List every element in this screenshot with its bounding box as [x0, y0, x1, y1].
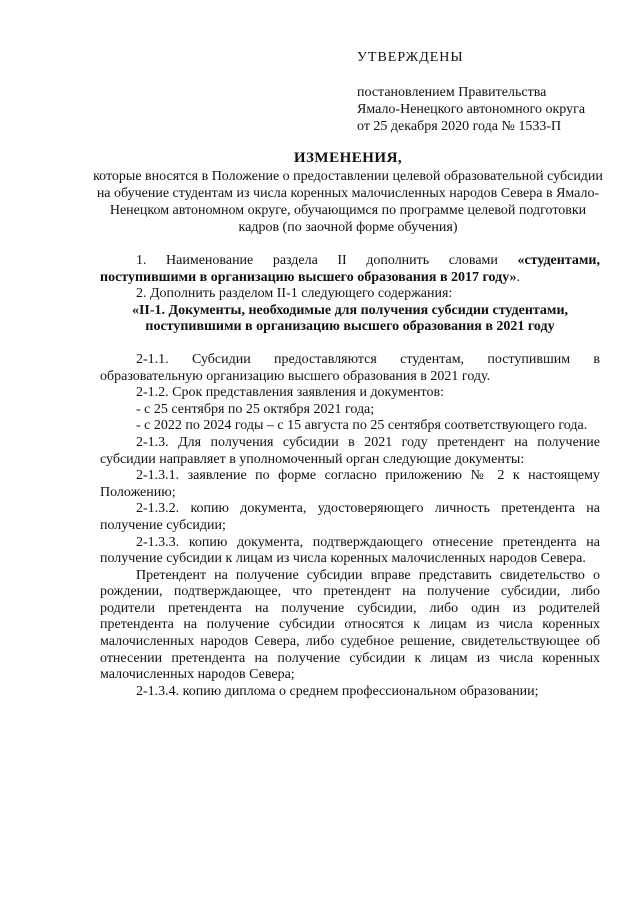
paragraph-1-end: .	[516, 269, 521, 285]
approval-line-3: от 25 декабря 2020 года № 1533-П	[357, 119, 562, 134]
clause-2-1-2-b: - с 2022 по 2024 годы – с 15 августа по 25 сентября соответствующего года.	[136, 418, 588, 434]
document-body	[100, 253, 600, 700]
section-title: «II-1. Документы, необходимые для получения субсидии студентами, поступившими в организацию высшего образования в 2021 году	[131, 302, 569, 335]
paragraph-1-bold: «студентами, поступившими в организацию высшего образования в 2017 году»	[100, 253, 600, 285]
heading-title: ИЗМЕНЕНИЯ,	[293, 150, 403, 166]
heading-subtitle: которые вносятся в Положение о предоставлении целевой образовательной субсидии на обучение студентам из числа коренных малочисленных народов Севера в Ямало-Ненецком автономном округе, обучающимся по программе целевой подготовки кадров (по заочной форме обучения)	[93, 169, 603, 235]
approval-line-1: постановлением Правительства	[357, 85, 547, 100]
clause-2-1-2: 2-1.2. Срок представления заявления и документов:	[136, 385, 444, 401]
paragraph-2: 2. Дополнить разделом II-1 следующего содержания:	[136, 286, 453, 302]
document-heading	[88, 150, 608, 236]
approval-title: УТВЕРЖДЕНЫ	[357, 50, 464, 65]
clause-2-1-2-a: - с 25 сентября по 25 октября 2021 года;	[136, 401, 375, 417]
clause-2-1-3-3-note: Претендент на получение субсидии вправе представить свидетельство о рождении, подтверждающее, что претендент на получение субсидии, либо родители претендента на получение субсидии, либо один из родителей претендента на получение субсидии относятся к лицам из числа коренных малочисленных народов Севера, либо судебное решение, свидетельствующее об отнесении претендента на получение субсидии к лицам из числа коренных малочисленных народов Севера;	[100, 567, 600, 683]
paragraph-1-text: 1. Наименование раздела II дополнить словами	[136, 253, 518, 268]
clause-2-1-1: 2-1.1. Субсидии предоставляются студентам, поступившим в образовательную организацию высшего образования в 2021 году.	[100, 351, 600, 384]
clause-2-1-3-4: 2-1.3.4. копию диплома о среднем профессиональном образовании;	[136, 683, 539, 699]
clause-2-1-3: 2-1.3. Для получения субсидии в 2021 году претендент на получение субсидии направляет в уполномоченный орган следующие документы:	[100, 434, 600, 467]
paragraph-1	[100, 253, 600, 286]
approval-block	[357, 49, 617, 135]
approval-line-2: Ямало-Ненецкого автономного округа	[357, 102, 586, 117]
clause-2-1-3-1: 2-1.3.1. заявление по форме согласно приложению № 2 к настоящему Положению;	[100, 468, 600, 500]
clause-2-1-3-3: 2-1.3.3. копию документа, подтверждающего отнесение претендента на получение субсидии к лицам из числа коренных малочисленных народов Севера.	[100, 534, 600, 567]
clause-2-1-3-2: 2-1.3.2. копию документа, удостоверяющего личность претендента на получение субсидии;	[100, 501, 600, 533]
